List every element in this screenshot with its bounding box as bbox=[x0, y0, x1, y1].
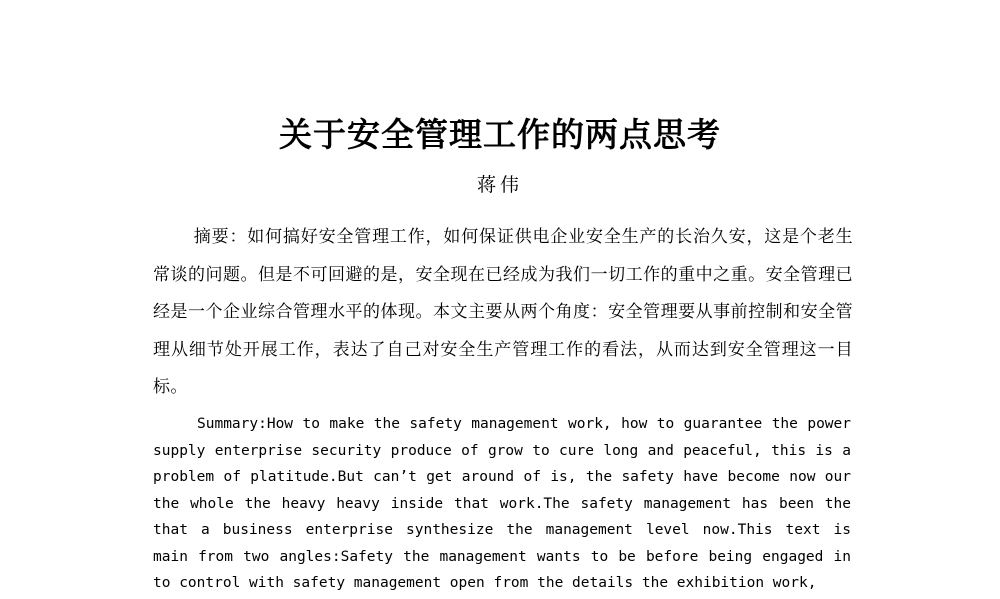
summary-english: Summary:How to make the safety management work, how to guarantee the power supply enterprise security produce of grow to cure long and peaceful, this is a problem of platitude.But can’t get around of is, the safety have become now our the whole the heavy heavy inside that work.The safety management has been the that a business enterprise synthesize the management level now.This text is main from two angles:Safety the management wants to be before being engaged in to control with safety management open from the details the exhibition work, bbox=[153, 416, 851, 591]
abstract-chinese: 摘要：如何搞好安全管理工作，如何保证供电企业安全生产的长治久安，这是个老生常谈的问题。但是不可回避的是，安全现在已经成为我们一切工作的重中之重。安全管理已经是一个企业综合管理水平的体现。本文主要从两个角度：安全管理要从事前控制和安全管理从细节处开展工作，表达了自己对安全生产管理工作的看法，从而达到安全管理这一目标。 bbox=[153, 227, 853, 397]
author-name: 蒋伟 bbox=[476, 174, 523, 196]
document-title: 关于安全管理工作的两点思考 bbox=[279, 115, 721, 154]
